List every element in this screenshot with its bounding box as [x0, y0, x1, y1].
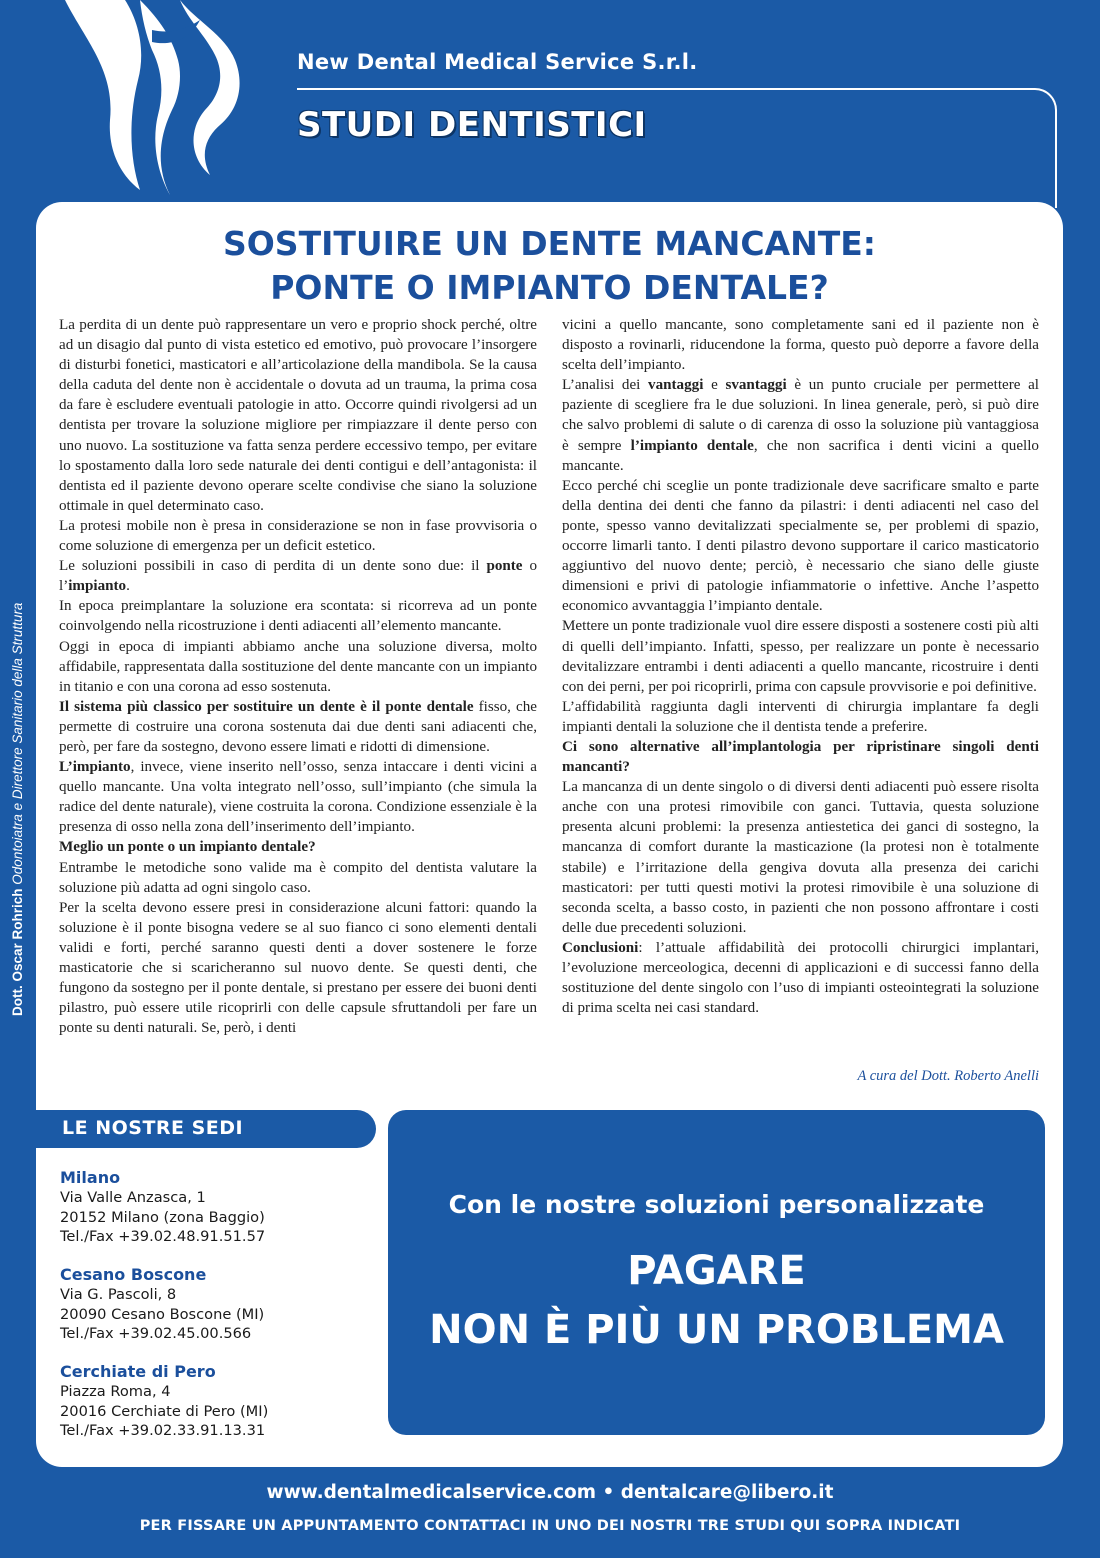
location-city: Cerchiate di Pero — [60, 1362, 216, 1381]
paragraph: Oggi in epoca di impianti abbiamo anche una soluzione diversa, molto affidabile, rappresentata dalla sostituzione del dente mancante con un impianto in titanio e con una corona ad esso sostenuta. — [59, 638, 537, 695]
company-name: New Dental Medical Service S.r.l. — [297, 50, 698, 74]
section-heading: Ci sono alternative all’implantologia per ripristinare singoli denti mancanti? — [562, 738, 1039, 776]
location-zip-city: 20152 Milano (zona Baggio) — [60, 1208, 265, 1226]
paragraph: In epoca preimplantare la soluzione era scontata: si ricorreva ad un ponte coinvolgendo nella ricostruzione i denti adiacenti all’elemento mancante. — [59, 598, 537, 635]
location-city: Cesano Boscone — [60, 1265, 207, 1284]
article-headline — [36, 222, 1063, 310]
footer-contact-links[interactable]: www.dentalmedicalservice.com • dentalcare@libero.it — [266, 1482, 834, 1503]
location-address: Via Valle Anzasca, 1 — [60, 1189, 206, 1206]
location-cesano-boscone — [60, 1265, 264, 1344]
paragraph: La perdita di un dente può rappresentare un vero e proprio shock perché, oltre ad un disagio dal punto di vista estetico ed emotivo, può provocare l’insorgere di disturbi fonetici, masticatori e all’articolazione della mandibola. Se la causa della caduta del dente non è accidentale o dovuta ad un trauma, la prima cosa da fare è escludere eventuali patologie in atto. Occorre quindi rivolgersi ad un dentista per trovare la soluzione migliore per rimpiazzare il dente perso con uno nuovo. La sostituzione va fatta senza perdere eccessivo tempo, per evitare lo spostamento dalla loro sede naturale dei denti contigui e dell’antagonista: il dentista ed il paziente devono operare scelte condivise che siano la soluzione ottimale in quel determinato caso. — [59, 317, 537, 514]
paragraph: Conclusioni: l’attuale affidabilità dei protocolli chirurgici implantari, l’evoluzione merceologica, decenni di applicazioni e di successi fanno della sostituzione del dente singolo con l’uso di impianti osteointegrati la soluzione di prima scelta nei casi standard. — [562, 939, 1039, 1017]
paragraph: La protesi mobile non è presa in considerazione se non in fase provvisoria o come soluzione di emergenza per un deficit estetico. — [59, 517, 537, 555]
paragraph: Mettere un ponte tradizionale vuol dire essere disposti a sostenere costi più alti di quelli dell’impianto. Infatti, spesso, per realizzare un ponte è necessario devitalizzare entrambi i denti adiacenti a quello mancante, ricostruire i denti con dei perni, per poi ricoprirli, prima con capsule provvisorie e poi definitive. — [562, 618, 1039, 695]
paragraph: L’affidabilità raggiunta dagli interventi di chirurgia implantare fa degli impianti dentali la soluzione che il dentista tende a preferire. — [562, 698, 1039, 735]
paragraph: Ecco perché chi sceglie un ponte tradizionale deve sacrificare smalto e parte della dentina dei denti che fanno da pilastri: i denti adiacenti nel caso del ponte, spesso vanno devitalizzati specialmente se, per problemi di spazio, occorre limarli tanto. I denti pilastro devono supportare il carico masticatorio aggiuntivo del nuovo dente; perciò, è necessario che siano delle giuste dimensioni e privi di patologie infiammatorie o infettive. Anche l’aspetto economico avvantaggia l’impianto dentale. — [562, 477, 1039, 615]
section-heading: Meglio un ponte o un impianto dentale? — [59, 839, 316, 856]
location-phone: Tel./Fax +39.02.33.91.13.31 — [60, 1422, 266, 1440]
paragraph: Il sistema più classico per sostituire un dente è il ponte dentale fisso, che permette di costruire una corona sostenuta dai due denti sani adiacenti che, però, per fare da sostegno, devono essere limati e ridotti di dimensione. — [59, 698, 537, 755]
location-milano — [60, 1168, 265, 1247]
location-phone: Tel./Fax +39.02.45.00.566 — [60, 1325, 252, 1343]
author-name: Dott. Oscar Rohrich — [10, 888, 25, 1016]
paragraph: Entrambe le metodiche sono valide ma è compito del dentista valutare la soluzione più adatta ad ogni singolo caso. — [59, 859, 537, 896]
tooth-logo-icon — [60, 0, 250, 205]
locations-title: LE NOSTRE SEDI — [62, 1117, 244, 1139]
paragraph: Per la scelta devono essere presi in considerazione alcuni fattori: quando la soluzione è il ponte bisogna vedere se al suo fianco ci sono elementi dentali validi e forti, perché saranno questi denti a dover sostenere le forze masticatorie che si scaricheranno sul nuovo dente. Se questi denti, che fungono da sostegno per il ponte dentale, si prestano per essere dei buoni denti pilastro, può essere utile ricoprirli con delle capsule sfruttandoli per fare un ponte su denti naturali. Se, però, i denti — [59, 899, 537, 1037]
promo-headline-line-2: NON È PIÙ UN PROBLEMA — [429, 1307, 1004, 1353]
article-column-left — [59, 315, 537, 1038]
location-address: Piazza Roma, 4 — [60, 1383, 171, 1400]
headline-line-2: PONTE O IMPIANTO DENTALE? — [270, 268, 829, 307]
paragraph: Le soluzioni possibili in caso di perdita di un dente sono due: il ponte o l’impianto. — [59, 558, 537, 595]
promo-headline-line-1: PAGARE — [627, 1248, 806, 1294]
header-title: STUDI DENTISTICI — [297, 105, 647, 145]
location-city: Milano — [60, 1168, 121, 1187]
location-phone: Tel./Fax +39.02.48.91.51.57 — [60, 1228, 266, 1246]
location-zip-city: 20016 Cerchiate di Pero (MI) — [60, 1402, 269, 1420]
article-byline: A cura del Dott. Roberto Anelli — [857, 1068, 1039, 1084]
location-cerchiate-di-pero — [60, 1362, 268, 1441]
footer-call-to-action: PER FISSARE UN APPUNTAMENTO CONTATTACI IN UNO DEI NOSTRI TRE STUDI QUI SOPRA INDICATI — [139, 1518, 961, 1534]
paragraph: La mancanza di un dente singolo o di diversi denti adiacenti può essere risolta anche con una protesi rimovibile con ganci. Tuttavia, questa soluzione presenta alcuni problemi: la presenza antiestetica dei ganci di sostegno, la mancanza di comfort durante la masticazione (la protesi non è totalmente stabile) e l’irritazione della gengiva dovuta alla presenza dei carichi masticatori: per tutti questi motivi la protesi rimovibile è una soluzione di seconda scelta, a basso costo, in pazienti che non possono affrontare i costi delle due precedenti soluzioni. — [562, 779, 1039, 936]
paragraph: L’impianto, invece, viene inserito nell’osso, senza intaccare i denti vicini a quello mancante. Una volta integrato nell’osso, sull’impianto (che simula la radice del dente naturale), viene costruita la corona. Condizione essenziale è la presenza di osso nella zona dell’inserimento dell’impianto. — [59, 759, 537, 836]
paragraph: L’analisi dei vantaggi e svantaggi è un punto cruciale per permettere al paziente di scegliere fra le due soluzioni. In linea generale, però, si può dire che salvo problemi di salute o di carenza di osso la soluzione più vantaggiosa è sempre l’impianto dentale, che non sacrifica i denti vicini a quello mancante. — [562, 377, 1039, 474]
author-role: Odontoiatra e Direttore Sanitario della Struttura — [10, 602, 25, 885]
paragraph: vicini a quello mancante, sono completamente sani ed il paziente non è disposto a rovinarli, riducendone la forma, questo può deporre a favore della scelta dell’impianto. — [562, 317, 1039, 374]
payment-promo-box — [388, 1110, 1045, 1435]
location-address: Via G. Pascoli, 8 — [60, 1286, 177, 1303]
article-column-right — [562, 315, 1039, 1018]
author-credit — [10, 516, 30, 1016]
headline-line-1: SOSTITUIRE UN DENTE MANCANTE: — [222, 224, 877, 263]
location-zip-city: 20090 Cesano Boscone (MI) — [60, 1305, 265, 1323]
promo-subtitle: Con le nostre soluzioni personalizzate — [448, 1190, 985, 1219]
